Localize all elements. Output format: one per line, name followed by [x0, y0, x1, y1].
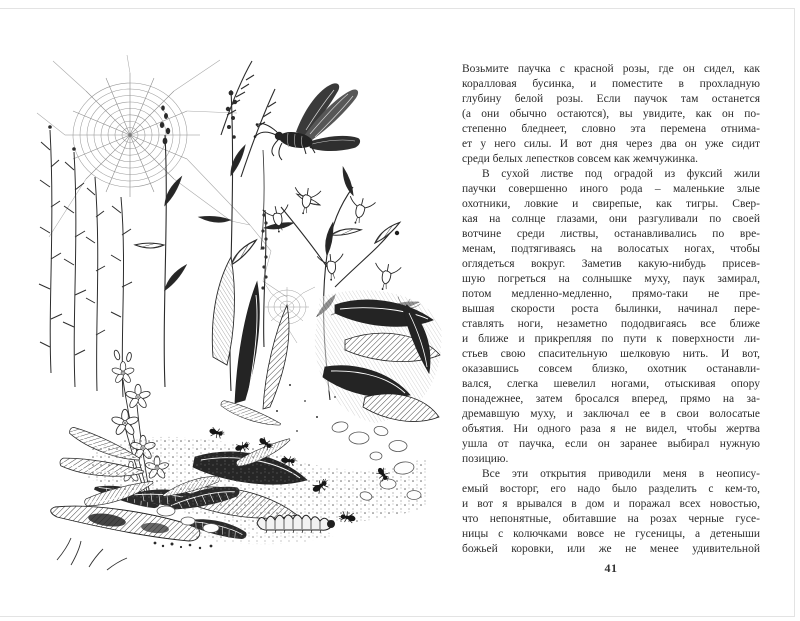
text-line: паучки совершенно иного рода – маленькие злые [462, 183, 760, 195]
text-line: дремавшую муху, и заключал ее в свои волосатые [462, 408, 760, 420]
text-line: охотники, ловкие и свирепые, как тигры. Свер- [462, 198, 760, 210]
text-line: что непонятные, обитавшие на розах черные гусе- [462, 513, 760, 525]
text-line: вотчине среди листвы, останавливались по вре- [462, 228, 760, 240]
text-line: (а они обычно остаются), вы увидите, как он по- [462, 108, 760, 120]
text-line: емый восторг, его надо было разделить с кем-то, [462, 483, 760, 495]
moth-icon [254, 83, 360, 160]
spider-web-icon [37, 55, 287, 297]
text-line: позицию. [462, 453, 509, 465]
text-line: Возьмите паучка с красной розы, где он сидел, как [462, 63, 760, 75]
text-line: оказавшись совсем близко, охотник останавли- [462, 363, 760, 375]
text-column [462, 62, 760, 557]
text-line: В сухой листве под оградой из фуксий жили [482, 168, 760, 180]
text-line: объятия. Ни одного раза я не видел, чтобы жертва [462, 423, 760, 435]
text-line: вышая скорости роста былинки, начинал пере- [462, 303, 760, 315]
text-line: среди белых лепестков совсем как жемчужинка. [462, 153, 699, 165]
page-number: 41 [604, 561, 618, 575]
text-line: вался, слегка шевелил ногами, отыскивая опору [462, 378, 760, 390]
text-line: потом медленно-медленно, прямо-таки не пре- [462, 288, 760, 300]
garden-illustration [35, 55, 445, 580]
text-line: ставлять ноги, незаметно пододвигаясь все ближе [462, 318, 760, 330]
text-line: коралловая бусинка, и поместите в прохладную [462, 78, 760, 90]
text-line: и ближе и прикрепляя по пути к поверхности ли- [462, 333, 760, 345]
text-line: божьей коровки, или же не менее удивительной [462, 543, 760, 555]
text-line: менам, подтягиваясь на волосатых ногах, чтобы [462, 243, 760, 255]
text-line: ницы с колючками вовсе не гусеницы, а детеныши [462, 528, 760, 540]
text-line: ушла от паучка, если он заранее выбирал нужную [462, 438, 760, 450]
text-line: понадежнее, затем бросался вперед, прямо на за- [462, 393, 760, 405]
text-line: и вот я врывался в дом и поражал всех новостью, [462, 498, 760, 510]
grass-blades [221, 61, 276, 250]
text-line: ет у него силы. И вот дня через два он уже сидит [462, 138, 760, 150]
text-line: стьев свою спасительную шелковую нить. И вот, [462, 348, 760, 360]
text-line: степенно бледнеет, словно эта перемена отнима- [462, 123, 760, 135]
text-line: Все эти открытия приводили меня в неопису- [482, 468, 760, 480]
text-line: кая на солнце глазами, они разгуливали по своей [462, 213, 760, 225]
text-line: глубину белой розы. Если паучок там останется [462, 93, 760, 105]
text-line: оглядеться вокруг. Заметив какую-нибудь присев- [462, 258, 760, 270]
text-line: шую погреться на солнышке муху, паук замирал, [462, 273, 760, 285]
dark-foliage [315, 231, 442, 423]
